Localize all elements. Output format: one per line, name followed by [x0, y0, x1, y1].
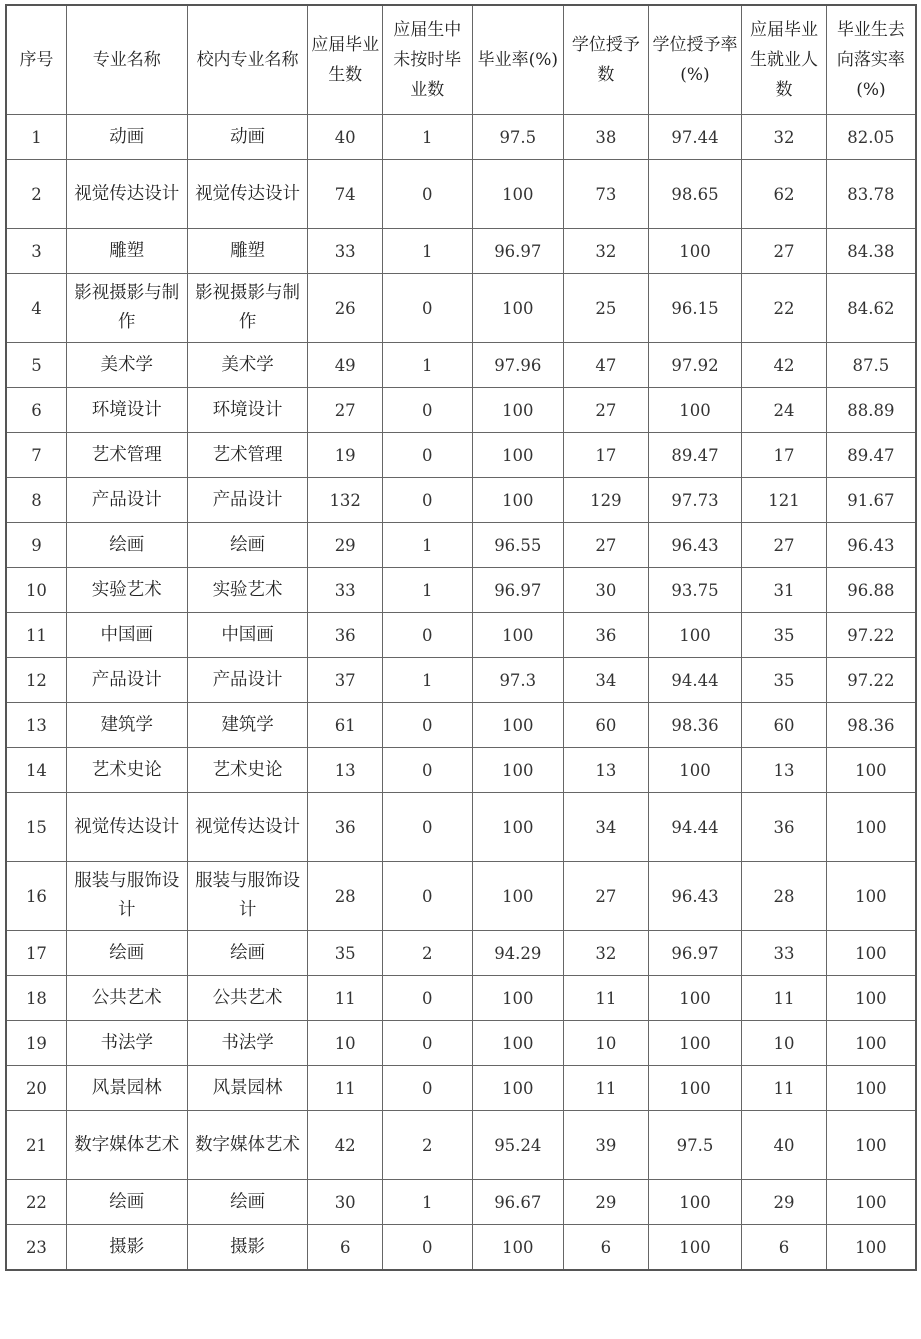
- cell-graduates: 40: [308, 115, 382, 160]
- table-row: [6, 115, 916, 160]
- cell-degrees: 11: [564, 976, 649, 1021]
- cell-degree-rate: 94.44: [648, 658, 742, 703]
- cell-graduates: 42: [308, 1111, 382, 1180]
- cell-not-graduated: 1: [382, 658, 472, 703]
- cell-placement-rate: 100: [826, 862, 916, 931]
- cell-degree-rate: 100: [648, 229, 742, 274]
- cell-employed: 35: [742, 658, 827, 703]
- header-cell-school-major: 校内专业名称: [187, 5, 308, 115]
- cell-placement-rate: 91.67: [826, 478, 916, 523]
- cell-employed: 24: [742, 388, 827, 433]
- cell-major: 风景园林: [66, 1066, 187, 1111]
- table-row: [6, 1111, 916, 1180]
- cell-degrees: 25: [564, 274, 649, 343]
- cell-graduation-rate: 100: [472, 748, 564, 793]
- cell-school-major: 摄影: [187, 1225, 308, 1271]
- cell-graduates: 26: [308, 274, 382, 343]
- cell-graduates: 35: [308, 931, 382, 976]
- cell-index: 2: [6, 160, 66, 229]
- table-row: [6, 568, 916, 613]
- table-row: [6, 1225, 916, 1271]
- cell-index: 13: [6, 703, 66, 748]
- cell-school-major: 视觉传达设计: [187, 793, 308, 862]
- cell-not-graduated: 0: [382, 160, 472, 229]
- cell-school-major: 绘画: [187, 523, 308, 568]
- cell-major: 数字媒体艺术: [66, 1111, 187, 1180]
- cell-placement-rate: 98.36: [826, 703, 916, 748]
- cell-degrees: 6: [564, 1225, 649, 1271]
- cell-graduates: 132: [308, 478, 382, 523]
- cell-not-graduated: 0: [382, 478, 472, 523]
- table-row: [6, 748, 916, 793]
- table-row: [6, 931, 916, 976]
- cell-index: 22: [6, 1180, 66, 1225]
- table-row: [6, 613, 916, 658]
- table-row: [6, 523, 916, 568]
- cell-degrees: 60: [564, 703, 649, 748]
- cell-graduation-rate: 100: [472, 613, 564, 658]
- cell-graduates: 27: [308, 388, 382, 433]
- cell-degree-rate: 100: [648, 748, 742, 793]
- cell-school-major: 建筑学: [187, 703, 308, 748]
- cell-employed: 40: [742, 1111, 827, 1180]
- cell-placement-rate: 100: [826, 1111, 916, 1180]
- table-row: [6, 388, 916, 433]
- cell-graduation-rate: 94.29: [472, 931, 564, 976]
- cell-graduates: 74: [308, 160, 382, 229]
- cell-degrees: 34: [564, 793, 649, 862]
- cell-not-graduated: 1: [382, 229, 472, 274]
- cell-degree-rate: 100: [648, 1180, 742, 1225]
- cell-index: 6: [6, 388, 66, 433]
- cell-school-major: 服装与服饰设计: [187, 862, 308, 931]
- cell-degrees: 29: [564, 1180, 649, 1225]
- cell-graduates: 49: [308, 343, 382, 388]
- cell-employed: 32: [742, 115, 827, 160]
- cell-employed: 11: [742, 1066, 827, 1111]
- cell-not-graduated: 0: [382, 613, 472, 658]
- cell-employed: 17: [742, 433, 827, 478]
- cell-graduates: 61: [308, 703, 382, 748]
- cell-index: 7: [6, 433, 66, 478]
- table-row: [6, 1066, 916, 1111]
- cell-graduation-rate: 100: [472, 1021, 564, 1066]
- cell-index: 15: [6, 793, 66, 862]
- cell-major: 产品设计: [66, 478, 187, 523]
- cell-not-graduated: 1: [382, 1180, 472, 1225]
- cell-degrees: 10: [564, 1021, 649, 1066]
- cell-index: 9: [6, 523, 66, 568]
- cell-degrees: 30: [564, 568, 649, 613]
- cell-school-major: 产品设计: [187, 658, 308, 703]
- cell-index: 17: [6, 931, 66, 976]
- cell-degree-rate: 97.73: [648, 478, 742, 523]
- cell-degree-rate: 100: [648, 976, 742, 1021]
- cell-graduation-rate: 100: [472, 976, 564, 1021]
- header-cell-graduates: 应届毕业生数: [308, 5, 382, 115]
- cell-major: 绘画: [66, 1180, 187, 1225]
- cell-major: 公共艺术: [66, 976, 187, 1021]
- cell-placement-rate: 88.89: [826, 388, 916, 433]
- cell-school-major: 数字媒体艺术: [187, 1111, 308, 1180]
- cell-employed: 121: [742, 478, 827, 523]
- cell-index: 10: [6, 568, 66, 613]
- header-cell-graduation-rate: 毕业率(%): [472, 5, 564, 115]
- cell-employed: 60: [742, 703, 827, 748]
- header-cell-index: 序号: [6, 5, 66, 115]
- cell-graduation-rate: 100: [472, 1225, 564, 1271]
- cell-major: 动画: [66, 115, 187, 160]
- cell-not-graduated: 2: [382, 931, 472, 976]
- cell-employed: 36: [742, 793, 827, 862]
- cell-graduation-rate: 100: [472, 274, 564, 343]
- cell-school-major: 视觉传达设计: [187, 160, 308, 229]
- cell-degrees: 27: [564, 388, 649, 433]
- cell-placement-rate: 100: [826, 1066, 916, 1111]
- cell-placement-rate: 100: [826, 748, 916, 793]
- cell-employed: 33: [742, 931, 827, 976]
- cell-index: 8: [6, 478, 66, 523]
- cell-degrees: 27: [564, 523, 649, 568]
- cell-not-graduated: 0: [382, 703, 472, 748]
- cell-not-graduated: 0: [382, 793, 472, 862]
- cell-school-major: 艺术管理: [187, 433, 308, 478]
- cell-placement-rate: 100: [826, 1021, 916, 1066]
- cell-school-major: 中国画: [187, 613, 308, 658]
- cell-graduation-rate: 97.96: [472, 343, 564, 388]
- cell-degree-rate: 94.44: [648, 793, 742, 862]
- cell-degree-rate: 98.65: [648, 160, 742, 229]
- cell-index: 16: [6, 862, 66, 931]
- cell-not-graduated: 0: [382, 748, 472, 793]
- cell-not-graduated: 0: [382, 1066, 472, 1111]
- cell-degrees: 32: [564, 229, 649, 274]
- cell-major: 产品设计: [66, 658, 187, 703]
- cell-major: 中国画: [66, 613, 187, 658]
- cell-employed: 29: [742, 1180, 827, 1225]
- table-body: [6, 115, 916, 1271]
- cell-degree-rate: 98.36: [648, 703, 742, 748]
- header-cell-placement-rate: 毕业生去向落实率(%): [826, 5, 916, 115]
- cell-employed: 27: [742, 523, 827, 568]
- cell-major: 影视摄影与制作: [66, 274, 187, 343]
- header-cell-degrees: 学位授予数: [564, 5, 649, 115]
- cell-school-major: 影视摄影与制作: [187, 274, 308, 343]
- cell-not-graduated: 1: [382, 568, 472, 613]
- cell-degree-rate: 100: [648, 613, 742, 658]
- cell-placement-rate: 87.5: [826, 343, 916, 388]
- cell-placement-rate: 83.78: [826, 160, 916, 229]
- table-row: [6, 976, 916, 1021]
- cell-index: 3: [6, 229, 66, 274]
- table-row: [6, 478, 916, 523]
- cell-degrees: 27: [564, 862, 649, 931]
- cell-major: 建筑学: [66, 703, 187, 748]
- cell-placement-rate: 84.38: [826, 229, 916, 274]
- cell-employed: 28: [742, 862, 827, 931]
- cell-graduation-rate: 95.24: [472, 1111, 564, 1180]
- cell-graduates: 30: [308, 1180, 382, 1225]
- cell-index: 20: [6, 1066, 66, 1111]
- cell-graduation-rate: 97.3: [472, 658, 564, 703]
- cell-placement-rate: 96.88: [826, 568, 916, 613]
- cell-index: 4: [6, 274, 66, 343]
- cell-degrees: 36: [564, 613, 649, 658]
- cell-placement-rate: 100: [826, 931, 916, 976]
- cell-degrees: 47: [564, 343, 649, 388]
- cell-school-major: 产品设计: [187, 478, 308, 523]
- cell-major: 视觉传达设计: [66, 160, 187, 229]
- cell-not-graduated: 0: [382, 1225, 472, 1271]
- cell-index: 1: [6, 115, 66, 160]
- cell-index: 23: [6, 1225, 66, 1271]
- cell-index: 19: [6, 1021, 66, 1066]
- cell-placement-rate: 100: [826, 976, 916, 1021]
- cell-graduation-rate: 100: [472, 478, 564, 523]
- cell-degrees: 32: [564, 931, 649, 976]
- cell-degrees: 13: [564, 748, 649, 793]
- cell-degree-rate: 96.43: [648, 523, 742, 568]
- cell-degrees: 11: [564, 1066, 649, 1111]
- cell-degree-rate: 100: [648, 388, 742, 433]
- cell-placement-rate: 84.62: [826, 274, 916, 343]
- table-row: [6, 658, 916, 703]
- cell-degree-rate: 97.92: [648, 343, 742, 388]
- cell-placement-rate: 89.47: [826, 433, 916, 478]
- cell-index: 11: [6, 613, 66, 658]
- header-cell-degree-rate: 学位授予率 (%): [648, 5, 742, 115]
- cell-school-major: 风景园林: [187, 1066, 308, 1111]
- cell-school-major: 绘画: [187, 931, 308, 976]
- cell-not-graduated: 1: [382, 523, 472, 568]
- cell-placement-rate: 97.22: [826, 658, 916, 703]
- cell-graduation-rate: 100: [472, 433, 564, 478]
- cell-placement-rate: 100: [826, 1225, 916, 1271]
- table-row: [6, 160, 916, 229]
- cell-placement-rate: 82.05: [826, 115, 916, 160]
- graduate-statistics-table: [5, 4, 917, 1271]
- cell-graduation-rate: 96.55: [472, 523, 564, 568]
- cell-not-graduated: 0: [382, 433, 472, 478]
- cell-employed: 42: [742, 343, 827, 388]
- cell-degree-rate: 97.5: [648, 1111, 742, 1180]
- cell-degree-rate: 97.44: [648, 115, 742, 160]
- cell-graduates: 28: [308, 862, 382, 931]
- cell-degree-rate: 96.15: [648, 274, 742, 343]
- cell-graduation-rate: 97.5: [472, 115, 564, 160]
- cell-placement-rate: 97.22: [826, 613, 916, 658]
- cell-employed: 11: [742, 976, 827, 1021]
- cell-employed: 62: [742, 160, 827, 229]
- table-row: [6, 433, 916, 478]
- cell-index: 12: [6, 658, 66, 703]
- cell-school-major: 雕塑: [187, 229, 308, 274]
- cell-degrees: 129: [564, 478, 649, 523]
- cell-degree-rate: 96.97: [648, 931, 742, 976]
- cell-employed: 22: [742, 274, 827, 343]
- cell-index: 14: [6, 748, 66, 793]
- cell-graduates: 10: [308, 1021, 382, 1066]
- cell-school-major: 书法学: [187, 1021, 308, 1066]
- cell-index: 18: [6, 976, 66, 1021]
- cell-major: 美术学: [66, 343, 187, 388]
- cell-graduation-rate: 100: [472, 1066, 564, 1111]
- cell-school-major: 艺术史论: [187, 748, 308, 793]
- cell-degree-rate: 96.43: [648, 862, 742, 931]
- cell-placement-rate: 100: [826, 793, 916, 862]
- table-row: [6, 229, 916, 274]
- cell-graduation-rate: 100: [472, 862, 564, 931]
- cell-degrees: 73: [564, 160, 649, 229]
- cell-graduation-rate: 100: [472, 160, 564, 229]
- cell-major: 摄影: [66, 1225, 187, 1271]
- cell-graduation-rate: 100: [472, 703, 564, 748]
- header-cell-major: 专业名称: [66, 5, 187, 115]
- header-row: [6, 5, 916, 115]
- cell-not-graduated: 1: [382, 343, 472, 388]
- cell-degree-rate: 100: [648, 1021, 742, 1066]
- cell-degrees: 17: [564, 433, 649, 478]
- cell-employed: 35: [742, 613, 827, 658]
- cell-degree-rate: 100: [648, 1066, 742, 1111]
- cell-graduates: 37: [308, 658, 382, 703]
- cell-major: 书法学: [66, 1021, 187, 1066]
- cell-graduation-rate: 96.97: [472, 229, 564, 274]
- table-row: [6, 1180, 916, 1225]
- table-row: [6, 703, 916, 748]
- cell-degree-rate: 89.47: [648, 433, 742, 478]
- cell-not-graduated: 0: [382, 1021, 472, 1066]
- cell-school-major: 动画: [187, 115, 308, 160]
- cell-degrees: 38: [564, 115, 649, 160]
- cell-graduation-rate: 96.67: [472, 1180, 564, 1225]
- cell-graduates: 33: [308, 229, 382, 274]
- cell-employed: 10: [742, 1021, 827, 1066]
- cell-school-major: 实验艺术: [187, 568, 308, 613]
- table-row: [6, 274, 916, 343]
- cell-index: 5: [6, 343, 66, 388]
- cell-major: 艺术管理: [66, 433, 187, 478]
- cell-major: 绘画: [66, 523, 187, 568]
- header-cell-employed: 应届毕业生就业人数: [742, 5, 827, 115]
- cell-major: 视觉传达设计: [66, 793, 187, 862]
- cell-major: 实验艺术: [66, 568, 187, 613]
- cell-school-major: 美术学: [187, 343, 308, 388]
- cell-graduation-rate: 100: [472, 388, 564, 433]
- cell-employed: 31: [742, 568, 827, 613]
- table-row: [6, 1021, 916, 1066]
- cell-major: 环境设计: [66, 388, 187, 433]
- cell-not-graduated: 0: [382, 388, 472, 433]
- cell-not-graduated: 0: [382, 862, 472, 931]
- cell-not-graduated: 0: [382, 274, 472, 343]
- cell-employed: 6: [742, 1225, 827, 1271]
- cell-graduates: 6: [308, 1225, 382, 1271]
- cell-not-graduated: 0: [382, 976, 472, 1021]
- cell-major: 艺术史论: [66, 748, 187, 793]
- cell-graduates: 11: [308, 1066, 382, 1111]
- cell-placement-rate: 96.43: [826, 523, 916, 568]
- cell-employed: 13: [742, 748, 827, 793]
- table-row: [6, 862, 916, 931]
- header-cell-not-graduated: 应届生中未按时毕业数: [382, 5, 472, 115]
- cell-degree-rate: 93.75: [648, 568, 742, 613]
- cell-graduates: 33: [308, 568, 382, 613]
- cell-placement-rate: 100: [826, 1180, 916, 1225]
- cell-degrees: 34: [564, 658, 649, 703]
- cell-index: 21: [6, 1111, 66, 1180]
- cell-school-major: 公共艺术: [187, 976, 308, 1021]
- cell-degree-rate: 100: [648, 1225, 742, 1271]
- table-container: [5, 4, 917, 1271]
- cell-graduates: 36: [308, 613, 382, 658]
- cell-graduates: 13: [308, 748, 382, 793]
- cell-graduates: 29: [308, 523, 382, 568]
- cell-employed: 27: [742, 229, 827, 274]
- cell-graduates: 36: [308, 793, 382, 862]
- cell-graduation-rate: 100: [472, 793, 564, 862]
- cell-major: 服装与服饰设计: [66, 862, 187, 931]
- cell-not-graduated: 2: [382, 1111, 472, 1180]
- cell-graduates: 19: [308, 433, 382, 478]
- cell-not-graduated: 1: [382, 115, 472, 160]
- cell-graduation-rate: 96.97: [472, 568, 564, 613]
- cell-degrees: 39: [564, 1111, 649, 1180]
- cell-graduates: 11: [308, 976, 382, 1021]
- cell-major: 雕塑: [66, 229, 187, 274]
- cell-school-major: 绘画: [187, 1180, 308, 1225]
- cell-major: 绘画: [66, 931, 187, 976]
- table-row: [6, 343, 916, 388]
- table-row: [6, 793, 916, 862]
- cell-school-major: 环境设计: [187, 388, 308, 433]
